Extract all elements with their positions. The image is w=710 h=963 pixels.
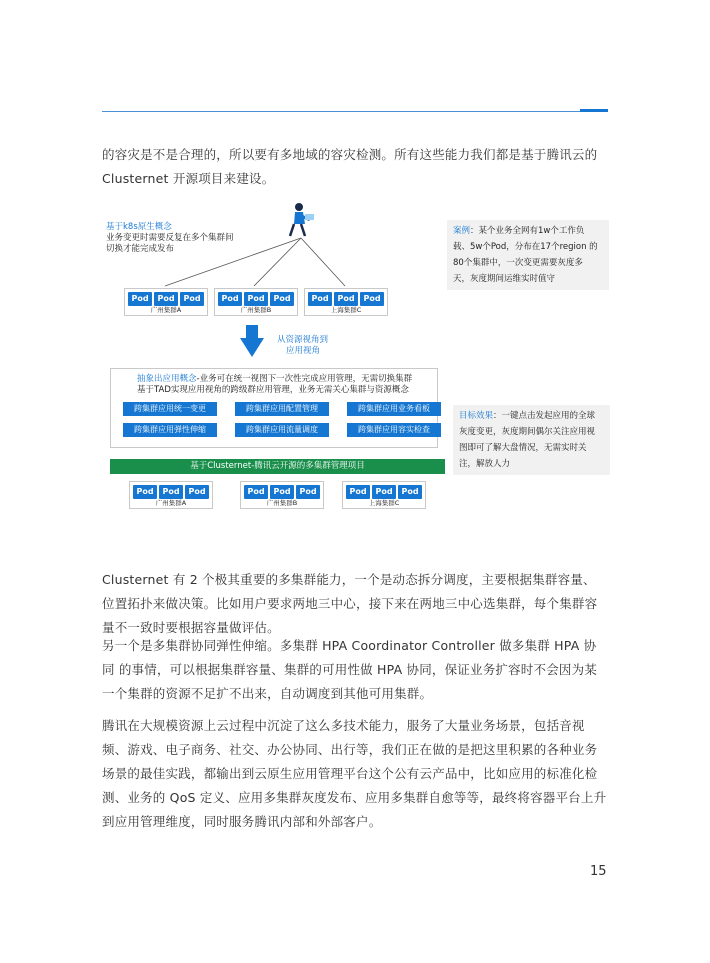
cluster-label: 广州集群A (155, 499, 187, 507)
pod-box: Pod (128, 292, 152, 306)
top-cluster-c (304, 288, 388, 316)
app-button: 跨集群应用配置管理 (235, 402, 329, 416)
header-rule (102, 111, 580, 112)
pod-box: Pod (185, 485, 209, 499)
down-arrow-icon (240, 338, 264, 357)
arrow-label-1: 从资源视角到 (277, 335, 329, 345)
header-rule-accent (580, 109, 608, 112)
pod-box: Pod (244, 292, 268, 306)
case-line-3: 80个集群中，一次变更需要灰度多 (453, 258, 583, 268)
arrow-label-2: 应用视角 (286, 346, 321, 356)
app-title-line (137, 374, 412, 385)
app-button: 跨集群应用容实检查 (347, 423, 441, 437)
pod-box: Pod (372, 485, 396, 499)
paragraph-2: Clusternet 有 2 个极其重要的多集群能力，一个是动态拆分调度，主要根据集群容量、位置拓扑来做决策。比如用户要求两地三中心，接下来在两地三中心选集群，每个集群容量不一致时要根据容量做评估。 (102, 572, 598, 635)
top-cluster-a (124, 288, 208, 316)
goal-keyword: 目标效果 (459, 411, 494, 421)
pod-box: Pod (270, 292, 294, 306)
app-button: 跨集群应用流量调度 (235, 423, 329, 437)
app-button: 跨集群应用弹性伸缩 (123, 423, 217, 437)
app-button: 跨集群应用统一变更 (123, 402, 217, 416)
bottom-cluster-c (342, 481, 426, 509)
pod-box: Pod (270, 485, 294, 499)
app-button: 跨集群应用业务看板 (347, 402, 441, 416)
app-title: 抽象出应用概念 (137, 374, 197, 384)
pod-box: Pod (308, 292, 332, 306)
case-note (447, 220, 609, 290)
goal-line-4: 注，解放人力 (459, 459, 511, 469)
cluster-label: 广州集群B (266, 499, 298, 507)
person-at-laptop-icon (287, 202, 317, 238)
app-title-rest: -业务可在统一视图下一次性完成应用管理，无需切换集群 (196, 374, 413, 384)
paragraph-3: 另一个是多集群协同弹性伸缩。多集群 HPA Coordinator Controller 做多集群 HPA 协同 的事情，可以根据集群容量、集群的可用性做 HPA 协同，保证业务扩容时不会因为某一个集群的资源不足扩不出来，自动调度到其他可用集群。 (102, 638, 598, 701)
case-line-4: 天，灰度期间运维实时值守 (453, 274, 556, 284)
goal-line-1: ：一键点击发起应用的全球 (493, 411, 596, 421)
paragraph-4: 腾讯在大规模资源上云过程中沉淀了这么多技术能力，服务了大量业务场景，包括音视频、游戏、电子商务、社交、办公协同、出行等，我们正在做的是把这里积累的各种业务场景的最佳实践，都输出到云原生应用管理平台这个公有云产品中，比如应用的标准化检测、业务的 QoS 定义、应用多集群灰度发布、应用多集群自愈等等，最终将容器平台上升到应用管理维度，同时服务腾讯内部和外部客户。 (102, 718, 607, 829)
case-keyword: 案例 (453, 226, 471, 236)
application-box (110, 368, 438, 448)
pod-box: Pod (346, 485, 370, 499)
pod-box: Pod (154, 292, 178, 306)
cluster-label: 上海集群C (368, 499, 400, 507)
goal-note (453, 405, 610, 475)
k8s-line-1: 业务变更时需要反复在多个集群间 (106, 233, 234, 243)
pod-box: Pod (180, 292, 204, 306)
case-line-1: ：某个业务全网有1w个工作负 (470, 226, 585, 236)
cluster-label: 上海集群C (330, 306, 362, 314)
pod-box: Pod (360, 292, 384, 306)
bottom-cluster-a (129, 481, 213, 509)
pod-box: Pod (133, 485, 157, 499)
page-number: 15 (590, 864, 607, 879)
pod-box: Pod (296, 485, 320, 499)
clusternet-bar: 基于Clusternet-腾讯云开源的多集群管理项目 (110, 459, 445, 474)
cluster-label: 广州集群B (240, 306, 272, 314)
case-line-2: 载、5w个Pod，分布在17个region 的 (453, 242, 598, 252)
pod-box: Pod (218, 292, 242, 306)
pod-box: Pod (398, 485, 422, 499)
pod-box: Pod (159, 485, 183, 499)
cluster-label: 广州集群A (150, 306, 182, 314)
goal-line-3: 图即可了解大盘情况，无需实时关 (459, 443, 587, 453)
pod-box: Pod (244, 485, 268, 499)
pod-box: Pod (334, 292, 358, 306)
paragraph-1: 的容灾是不是合理的，所以要有多地域的容灾检测。所有这些能力我们都是基于腾讯云的 Clusternet 开源项目来建设。 (102, 147, 598, 186)
k8s-line-2: 切换才能完成发布 (106, 244, 175, 254)
k8s-title: 基于k8s原生概念 (106, 222, 172, 232)
bottom-cluster-b (240, 481, 324, 509)
top-cluster-b (214, 288, 298, 316)
app-line-2: 基于TAD实现应用视角的跨级群应用管理，业务无需关心集群与资源概念 (137, 385, 409, 395)
goal-line-2: 灰度变更，灰度期间偶尔关注应用视 (459, 427, 596, 437)
architecture-diagram (102, 200, 608, 520)
